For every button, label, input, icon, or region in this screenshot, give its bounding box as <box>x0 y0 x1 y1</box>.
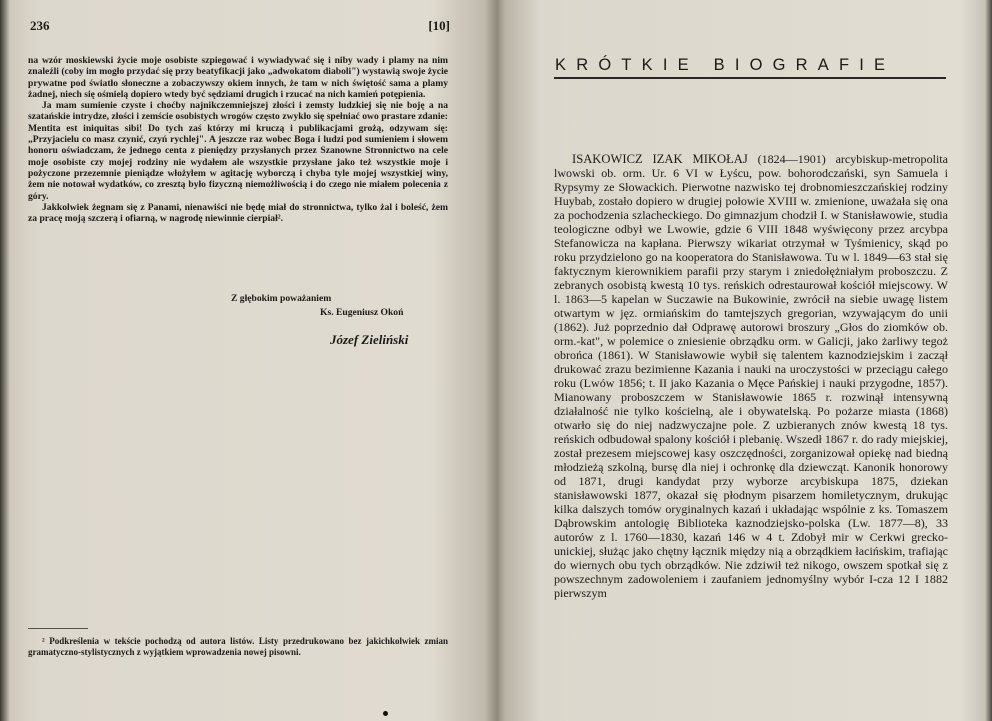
letter-paragraph-3: Jakkolwiek żegnam się z Panami, nienawiści nie będę miał do stronnictwa, tylko żal i boleść, żem za pracę moją szczerą i ofiarną, w nagrodę niewinnie cierpiał². <box>28 201 448 225</box>
footnote: ² Podkreślenia w tekście pochodzą od autora listów. Listy przedrukowano bez jakichkolwiek zmian gramatyczno-stylistycznych z wyjątkiem wprowadzenia nowej pisowni. <box>28 636 448 657</box>
biography-name: ISAKOWICZ IZAK MIKOŁAJ <box>572 152 748 166</box>
page-mark <box>383 711 388 716</box>
letter-text <box>28 55 448 224</box>
biography-text: (1824—1901) arcybiskup-metropolita lwowski ob. orm. Ur. 6 VI w Łyścu, pow. bohorodczański, syn Samuela i Rypsymy ze Słowackich. Pierwotne nazwisko tej drobnomieszczańskiej rodziny Huybab, zostało dopiero w drugiej połowie XVIII w. zmienione, uważała się ona za pochodzenia szlacheckiego. Do gimnazjum chodził I. w Stanisławowie, studia teologiczne odbył we Lwowie, gdzie 6 VIII 1848 wyświęcony przez arcybpa Stefanowicza na kapłana. Pierwszy wikariat otrzymał w Tyśmienicy, skąd po roku przydzielono go na kooperatora do Stanisławowa. Tu w l. 1849—63 stał się faktycznym kierownikiem parafii przy starym i zniedołężniałym proboszczu. Z zebranych osobistą kwestą 10 tys. reńskich odrestaurował kościół miejscowy. W l. 1863—5 kapelan w Suczawie na Bukowinie, zwrócił na siebie uwagę listem otwartym w jęz. ormiańskim do tamtejszych gregorian, wzywającym do unii (1862). Już poprzednio dał Odprawę autorowi broszury „Głos do ziomków ob. orm.-kat", w polemice o zniesienie obrządku orm. w Galicji, jako żarliwy tegoż obrońca (1861). W Stanisławowie wybił się talentem kaznodziejskim i zaczął drukować zrazu bezimienne Kazania i nauki na uroczystości w przeciągu całego roku (Lwów 1856; t. II jako Kazania o Męce Pańskiej i nauki przygodne, 1857). Mianowany proboszczem w Stanisławowie 1865 r. rozwinął intensywną działalność nie tylko kościelną, ale i obywatelską. Po pożarze miasta (1868) otwarło się do niej nadzwyczajne pole. Z uzbieranych znów kwestą 18 tys. reńskich odbudował spalony kościół i plebanię. Wszedł 1867 r. do rady miejskiej, został prezesem miejscowej kasy oszczędności, zorganizował opiekę nad biedną młodzieżą szkolną, bursę dla niej i ochronkę dla dziewcząt. Kanonik honorowy od 1871, drugi kandydat przy wyborze arcybiskupa 1875, dziekan stanisławowski 1877, okazał się płodnym pisarzem homiletycznym, drukując kilka dalszych tomów oryginalnych kazań i układając wspólnie z ks. Tomaszem Dąbrowskim antologię Biblioteka kaznodziejsko-polska (Lw. 1877—8), 33 autorów z l. 1760—1830, kazań 146 w 4 t. Zdobył mir w Cerkwi grecko-unickiej, służąc jako chętny łącznik między nią a obrządkiem łacińskim, trafiając do wiernych obu tych obrządków. Nie zdziwił też nikogo, owszem spotkał się z powszechnym zadowoleniem i zaufaniem jednomyślny wybór I-cza 12 I 1882 pierwszym <box>554 152 948 600</box>
letter-paragraph-1: na wzór moskiewski życie moje osobiste szpiegować i wywiadywać się i niby wady i plamy na nim znaleźli (coby im mogło przydać się przy beatyfikacji jako „adwokatom diaboli") wystawią swoje życie prywatne pod światło słoneczne a zobaczywszy okiem innych, że tam w nich świętość sama a plamy żadnej, niech się ośmielą dopiero wtedy być sędziami drugich i rzucać na nich kamień potępienia. <box>28 55 448 100</box>
title-underline <box>554 77 946 79</box>
footnote-divider <box>28 628 88 629</box>
left-page-header <box>30 18 450 34</box>
signature: Józef Zieliński <box>330 332 409 347</box>
signoff-greeting: Z głębokim poważaniem <box>231 293 332 304</box>
section-title: KRÓTKIE BIOGRAFIE <box>555 56 896 74</box>
page-code: [10] <box>428 18 450 33</box>
page-number: 236 <box>30 18 50 33</box>
biography-entry <box>554 152 948 600</box>
signoff-name: Ks. Eugeniusz Okoń <box>320 307 404 318</box>
letter-paragraph-2: Ja mam sumienie czyste i choćby najnikczemniejszej złości i zemsty ludzkiej się nie boję a na szatańskie intrydze, złości i zemście osobistych wrogów często zwykło się spełniać owo prastare zdanie: Mentita est iniquitas sibi! Do tych zaś którzy mi kruczą i publikacjami grożą, odzywam się: „Przyjacielu co masz czynić, czyń rychlej". A jeszcze raz wobec Boga i ludzi pod sumieniem i słowem honoru oświadczam, że jednego centa z pieniędzy przysłanych przez Szanowne Stronnictwo na cele moje osobiste czy mojej rodziny nie wydałem ale wszystkie przysłane jako też wszystkie moje i pożyczone przezemnie pieniądze włożyłem w agitację wyborczą i chyba tyle mojej wszystkiej winy, żem nie notował wydatków, co zresztą było fizyczną niemożliwością i do czego nie miałem polecenia z góry. <box>28 100 448 202</box>
